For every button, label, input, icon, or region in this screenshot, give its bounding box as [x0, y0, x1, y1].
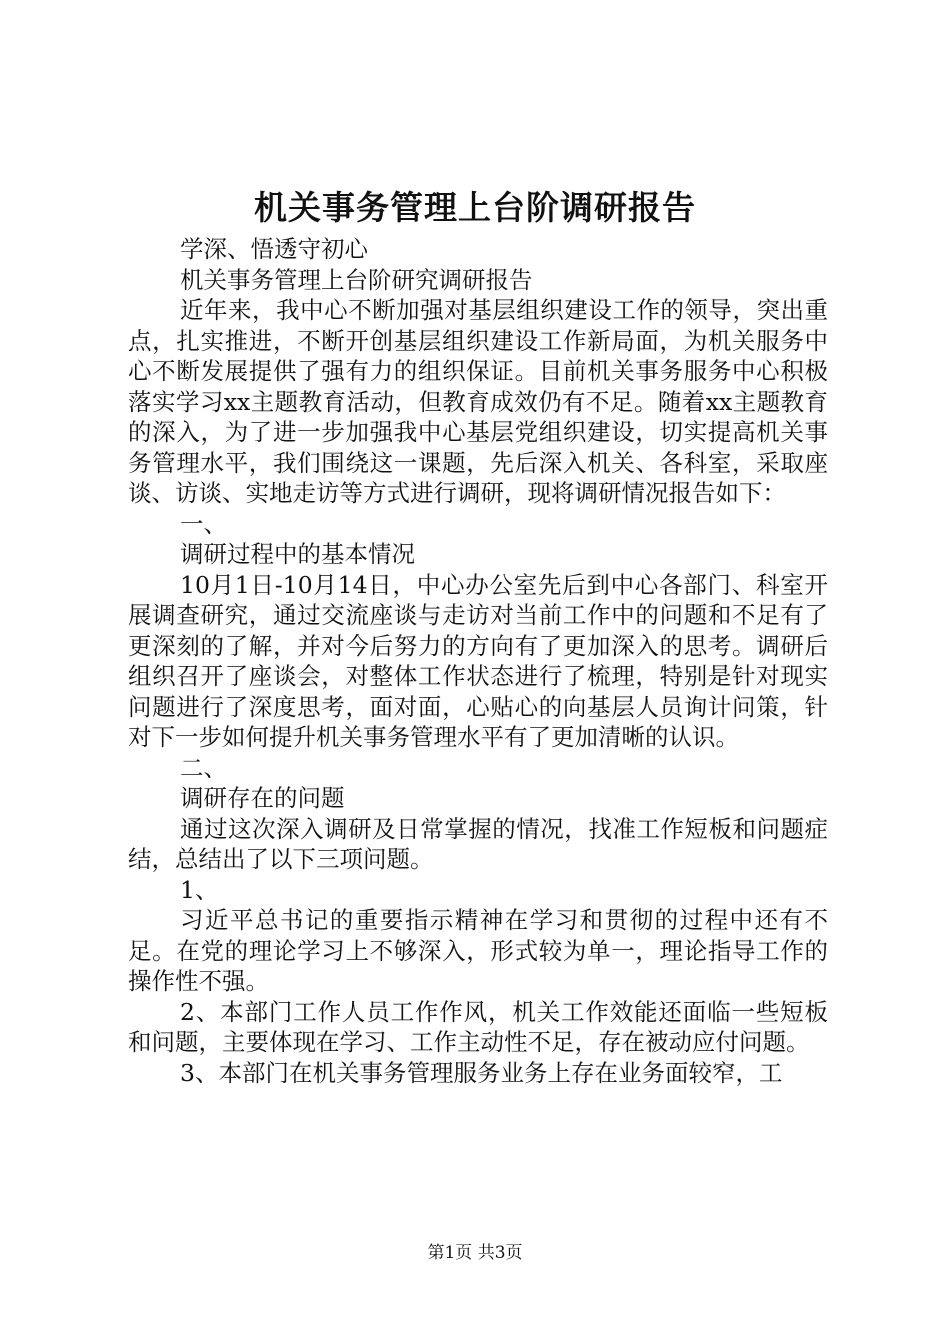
document-title: 机关事务管理上台阶调研报告: [254, 188, 696, 227]
paragraph-problems-summary: 通过这次深入调研及日常掌握的情况，找准工作短板和问题症结，总结出了以下三项问题。: [128, 814, 828, 873]
paragraph-subtitle-1: 学深、悟透守初心: [180, 235, 368, 263]
section-number-1: 一、: [180, 509, 227, 538]
paragraph-problem-3: 3、本部门在机关事务管理服务业务上存在业务面较窄，工: [180, 1058, 783, 1087]
paragraph-intro: 近年来，我中心不断加强对基层组织建设工作的领导，突出重点，扎实推进，不断开创基层组织建设工作新局面，为机关服务中心不断发展提供了强有力的组织保证。目前机关事务服务中心积极落实学习xx主题教育活动，但教育成效仍有不足。随着xx主题教育的深入，为了进一步加强我中心基层党组织建设，切实提高机关事务管理水平，我们围绕这一课题，先后深入机关、各科室，采取座谈、访谈、实地走访等方式进行调研，现将调研情况报告如下：: [128, 296, 828, 507]
section-heading-2: 调研存在的问题: [180, 784, 345, 812]
section-number-2: 二、: [180, 753, 227, 782]
paragraph-process: 10月1日-10月14日，中心办公室先后到中心各部门、科室开展调查研究，通过交流座谈与走访对当前工作中的问题和不足有了更深刻的了解，并对今后努力的方向有了更加深入的思考。调研后组织召开了座谈会，对整体工作状态进行了梳理，特别是针对现实问题进行了深度思考，面对面，心贴心的向基层人员询计问策，针对下一步如何提升机关事务管理水平有了更加清晰的认识。: [128, 570, 828, 751]
paragraph-problem-2: 2、本部门工作人员工作作风，机关工作效能还面临一些短板和问题，主要体现在学习、工作主动性不足，存在被动应付问题。: [128, 997, 828, 1056]
paragraph-subtitle-2: 机关事务管理上台阶研究调研报告: [180, 265, 533, 294]
paragraph-problem-1: 习近平总书记的重要指示精神在学习和贯彻的过程中还有不足。在党的理论学习上不够深入，形式较为单一，理论指导工作的操作性不强。: [128, 906, 828, 995]
document-body: [128, 234, 828, 1088]
section-heading-1: 调研过程中的基本情况: [180, 540, 415, 568]
list-number-1: 1、: [180, 875, 219, 904]
page-footer: 第1页 共3页: [427, 1243, 523, 1263]
